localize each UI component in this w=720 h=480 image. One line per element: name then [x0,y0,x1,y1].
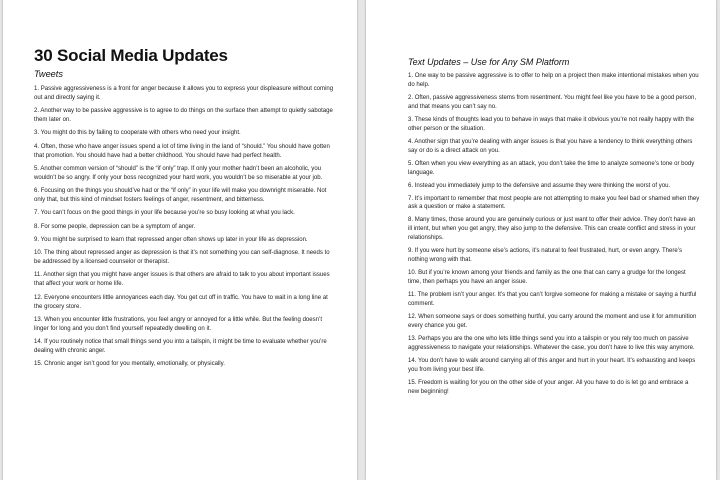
list-item: 13. When you encounter little frustrations, you feel angry or annoyed for a little while. But the feeling doesn’t linger for long and you don’t find yourself repeatedly dwelling on it. [34,316,323,332]
document-title: 30 Social Media Updates [34,46,228,65]
list-item: 2. Another way to be passive aggressive is to agree to do things on the surface then attempt to quietly sabotage them later on. [34,108,333,124]
list-item: 15. Chronic anger isn’t good for you mentally, emotionally, or physically. [34,361,225,368]
list-item: 8. Many times, those around you are genuinely curious or just want to offer their advice. They don’t have an ill intent, but when you get angry, they also jump to the defensive. This can create conflict and stress in your relationships. [408,217,696,242]
list-item: 11. Another sign that you might have anger issues is that others are afraid to talk to you about important issues that affect your work or home life. [34,272,330,288]
list-item: 6. Instead you immediately jump to the defensive and assume they were thinking the worst of you. [408,182,671,189]
document-page-left [3,0,357,480]
list-item: 9. If you were hurt by someone else’s actions, it’s natural to feel frustrated, hurt, or even angry. There’s nothing wrong with that. [408,248,683,264]
list-item: 4. Another sign that you’re dealing with anger issues is that you have a tendency to think everything others say or do is a direct attack on you. [408,138,693,154]
list-item: 15. Freedom is waiting for you on the other side of your anger. All you have to do is let go and embrace a new beginning! [408,379,689,395]
section-heading-tweets: Tweets [34,69,63,79]
list-item: 12. When someone says or does something hurtful, you carry around the moment and use it for ammunition every chance you get. [408,313,697,329]
list-item: 2. Often, passive aggressiveness stems from resentment. You might feel like you have to be a good person, and that means you can’t say no. [408,94,697,110]
list-item: 10. The thing about repressed anger as depression is that it’s not something you can self-diagnose. It needs to be addressed by a licensed counselor or therapist. [34,250,330,266]
list-item: 14. If you routinely notice that small things send you into a tailspin, it might be time to evaluate whether you’re dealing with chronic anger. [34,339,327,354]
list-item: 8. For some people, depression can be a symptom of anger. [34,223,196,230]
list-item: 10. But if you’re known among your friends and family as the one that can carry a grudge for the longest time, then perhaps you have an anger issue. [408,270,686,286]
list-item: 7. It’s important to remember that most people are not attempting to make you feel bad or shamed when they ask a question or make a statement. [408,195,700,211]
list-item: 14. You don’t have to walk around carrying all of this anger and hurt in your heart. It’s exhausting and keeps you from living your best life. [408,357,696,373]
list-item: 3. These kinds of thoughts lead you to behave in ways that make it obvious you’re not really happy with the other person or the situation. [408,116,694,132]
list-item: 12. Everyone encounters little annoyances each day. You get cut off in traffic. You have to wait in a long line at the grocery store. [34,294,328,310]
list-item: 3. You might do this by failing to cooperate with others who need your insight. [34,130,241,137]
list-item: 9. You might be surprised to learn that repressed anger often shows up later in your life as depression. [34,236,308,243]
list-item: 7. You can’t focus on the good things in your life because you’re so busy looking at what you lack. [34,210,295,217]
list-item: 11. The problem isn’t your anger. It’s that you can’t forgive someone for making a mistake or saying a hurtful comment. [408,292,697,307]
list-item: 13. Perhaps you are the one who lets little things send you into a tailspin or you rely too much on passive aggressiveness to navigate your relationships. Whatever the case, you don’t have to live this way anymore. [408,335,695,351]
list-item: 1. Passive aggressiveness is a front for anger because it allows you to express your displeasure without coming out and directly saying it. [34,86,334,101]
list-item: 5. Often when you view everything as an attack, you don’t take the time to analyze someone’s tone or body language. [408,160,695,176]
list-item: 1. One way to be passive aggressive is to offer to help on a project then make intentional mistakes when you do help. [408,73,699,88]
section-heading-text-updates: Text Updates – Use for Any SM Platform [408,57,570,67]
list-item: 6. Focusing on the things you should’ve had or the “if only” in your life will make you downright miserable. Not only that, but this kind of mindset fosters feelings of anger, resentment, and bitterness. [34,188,327,204]
text-updates-list [408,72,700,397]
document-page-right [366,0,716,480]
list-item: 4. Often, those who have anger issues spend a lot of time living in the land of “should.” You should have gotten that promotion. You should have had a better childhood. You should have had perfect health. [34,143,330,159]
list-item: 5. Another common version of “should” is the “if only” trap. If only your mother hadn’t been an alcoholic, you wouldn’t be so angry. If only your boss recognized your hard work, you wouldn’t be so miserable at your job. [34,165,323,181]
tweets-list [34,85,337,369]
